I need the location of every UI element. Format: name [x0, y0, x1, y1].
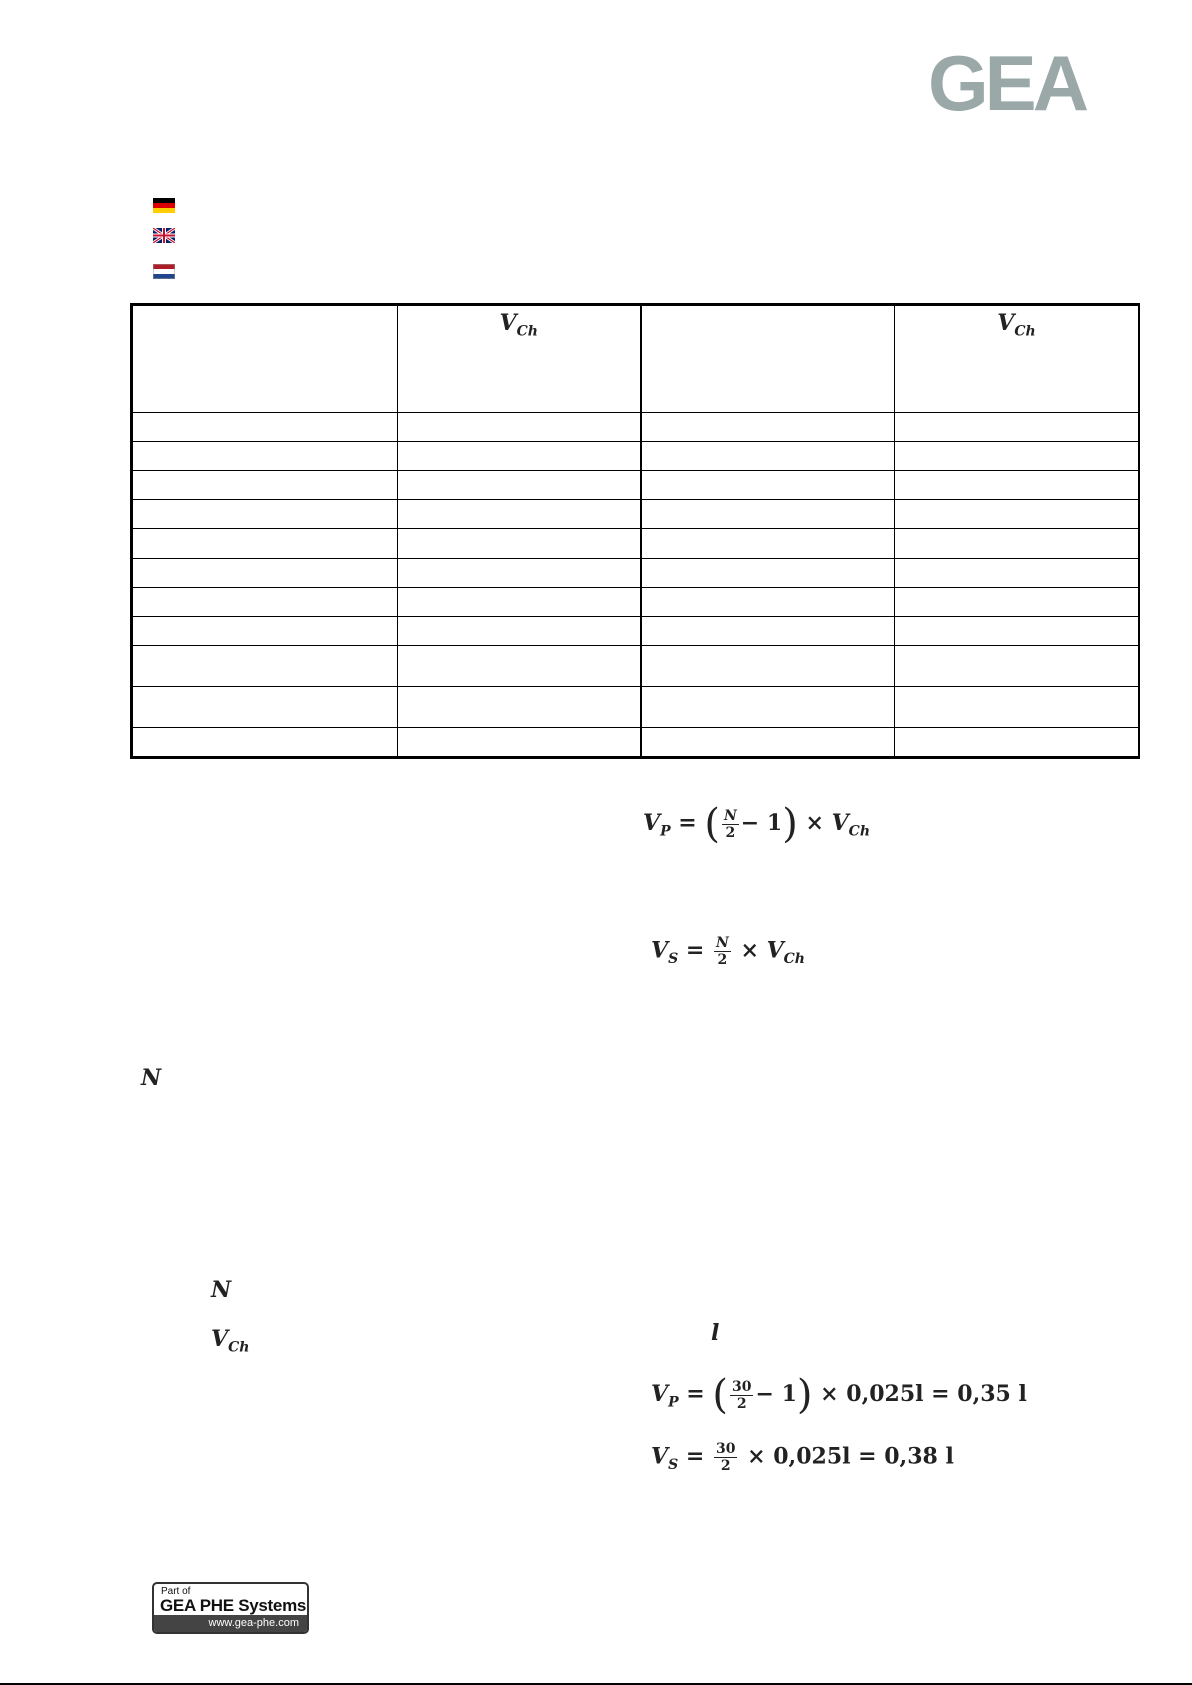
gea-logo [928, 48, 1132, 120]
table-header-row [133, 306, 1139, 413]
badge-part-of: Part of [161, 1586, 191, 1597]
table-row [133, 471, 1139, 500]
badge-website: www.gea-phe.com [154, 1615, 307, 1632]
germany-flag-icon [153, 198, 175, 213]
table-row [133, 529, 1139, 558]
table-row [133, 686, 1139, 727]
table-header-cell [133, 306, 398, 413]
table-row [133, 587, 1139, 616]
formula-vp: $V_P$ = ( $\frac{N}{2}$ − $1) \times V_{Ch}$ [643, 801, 870, 847]
table-row [133, 500, 1139, 529]
channel-volume-table [130, 303, 1140, 759]
badge-name: GEA PHE Systems [160, 1596, 307, 1615]
example-formula-vp: $V_P$ = ( $\frac{30}{2}$ − 1) × 0,025l = 0,35 l [651, 1372, 1027, 1418]
table-row [133, 645, 1139, 686]
united-kingdom-flag-icon [153, 228, 175, 243]
table-row [133, 616, 1139, 645]
gea-phe-systems-badge [152, 1582, 309, 1634]
table-row [133, 727, 1139, 756]
svg-text:GEA: GEA [928, 48, 1086, 120]
table-header-cell [641, 306, 895, 413]
legend-vch-symbol: $V_{Ch}$ [211, 1326, 250, 1356]
table-header-cell [398, 306, 641, 413]
example-formula-vs: $V_S$ = $\frac{30}{2}$ × 0,025l = 0,38 l [651, 1441, 954, 1474]
unit-liter-symbol: l [711, 1320, 720, 1346]
legend-n-symbol: N [211, 1277, 232, 1303]
vch-symbol: $V_{Ch}$ [997, 310, 1036, 340]
netherlands-flag-icon [153, 264, 175, 279]
n-symbol: N [141, 1065, 162, 1091]
table-row [133, 442, 1139, 471]
table-header-cell [895, 306, 1139, 413]
vch-symbol: $V_{Ch}$ [499, 310, 538, 340]
table-row [133, 558, 1139, 587]
formula-vs: $V_S$ = $\frac{N}{2}$ × $V_{Ch}$ [651, 935, 805, 968]
table-row [133, 413, 1139, 442]
